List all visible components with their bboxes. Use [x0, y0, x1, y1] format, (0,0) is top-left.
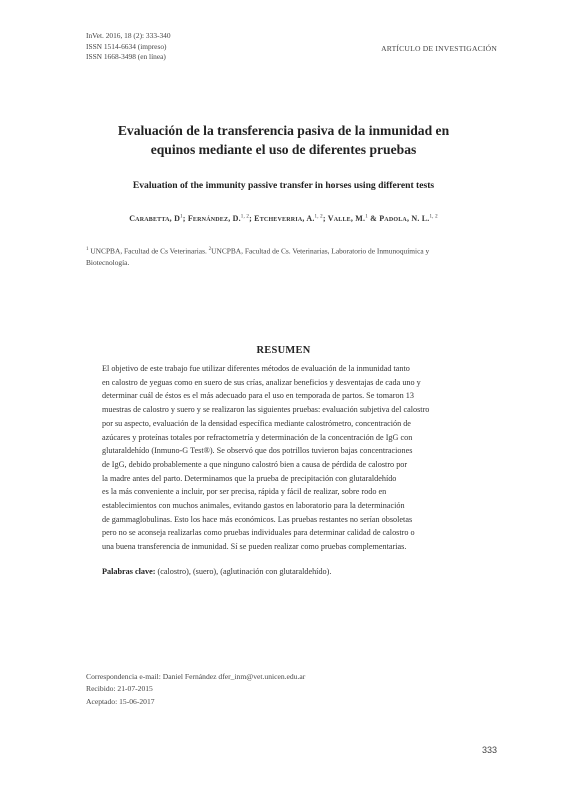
author-separator: ;: [182, 214, 188, 223]
issn-print: ISSN 1514-6634 (impreso): [86, 41, 167, 51]
abstract-line: es la más conveniente a incluir, por ser precisa, rápida y fácil de realizar, sobre rodo en: [102, 487, 387, 497]
section-label: ARTÍCULO DE INVESTIGACIÓN: [381, 44, 497, 53]
correspondence-email: Correspondencia e-mail: Daniel Fernández dfer_inm@vet.unicen.edu.ar: [86, 672, 306, 681]
article-title: [60, 121, 507, 159]
author-name: Fernández, D.: [187, 214, 241, 223]
title-line: Evaluación de la transferencia pasiva de la inmunidad en: [117, 123, 450, 138]
accepted-date: Aceptado: 15-06-2017: [86, 696, 155, 706]
abstract-line: pero no se aconseja realizarlas como pruebas individuales para determinar calidad de calostro o: [102, 528, 415, 538]
abstract-line: El objetivo de este trabajo fue utilizar diferentes métodos de evaluación de la inmunidad tanto: [102, 364, 410, 373]
affiliation-mark: 1: [86, 247, 89, 252]
affiliation-text: Biotecnología.: [86, 257, 130, 267]
author-name: Valle, M.: [327, 214, 366, 223]
author-name: Carabetta, D: [129, 214, 181, 223]
author-affiliation-ref: 1, 2: [240, 214, 250, 220]
author-name: Etcheverria, A.: [254, 214, 315, 223]
abstract-body: [102, 362, 482, 554]
abstract-line: de gammaglobulinas. Esto los hace más económicos. Las pruebas restantes no serían obsoletas: [102, 514, 413, 524]
author-affiliation-ref: 1, 2: [314, 214, 323, 220]
keywords-text: (calostro), (suero), (aglutinación con glutaraldehído).: [155, 567, 332, 576]
abstract-line: determinar cuál de éstos es el más adecuado para el uso en temporada de partos. Se tomaron 13: [102, 391, 414, 401]
received-date: Recibido: 21-07-2015: [86, 684, 153, 694]
page-number: 333: [481, 745, 497, 755]
keywords: [102, 567, 482, 576]
title-line: equinos mediante el uso de diferentes pruebas: [150, 142, 417, 157]
issn-online: ISSN 1668-3498 (en línea): [86, 52, 166, 62]
journal-meta: [86, 31, 171, 63]
resumen-heading: RESUMEN: [256, 345, 311, 356]
author-separator: ;: [322, 214, 328, 223]
correspondence-footer: [86, 671, 305, 708]
journal-citation: InVet. 2016, 18 (2): 333-340: [86, 31, 171, 40]
keywords-label: Palabras clave:: [102, 567, 156, 576]
author-name: Padola, N. L.: [379, 214, 430, 223]
author-affiliation-ref: 1, 2: [429, 214, 438, 220]
abstract-line: la madre antes del parto. Determinamos que la prueba de precipitación con glutaraldehído: [102, 473, 397, 483]
abstract-line: por su aspecto, evaluación de la densidad específica mediante calostrómetro, concentración de: [102, 418, 411, 428]
author-list: [60, 214, 507, 223]
author-separator: &: [367, 214, 380, 223]
author-separator: ;: [249, 214, 255, 223]
abstract-line: de IgG, debido probablemente a que ninguno calostró bien a causa de pérdida de calostro por: [102, 459, 408, 469]
abstract-line: muestras de calostro y suero y se realizaron las siguientes pruebas: evaluación subjetiva del calostro: [102, 405, 430, 415]
english-title: Evaluation of the immunity passive transfer in horses using different tests: [132, 180, 435, 191]
affiliation-text: UNCPBA, Facultad de Cs. Veterinarias, Laboratorio de Inmunoquímica y: [211, 246, 430, 256]
abstract-line: azúcares y proteínas totales por refractometría y determinación de la concentración de IgG con: [102, 432, 413, 442]
author-affiliation-ref: 1: [365, 214, 368, 220]
author-affiliation-ref: 1: [180, 214, 183, 220]
abstract-line: en calostro de yeguas como en suero de sus crías, analizar beneficios y desventajas de cada uno y: [102, 377, 421, 387]
abstract-line: glutaraldehído (Inmuno-G Test®). Se observó que dos potrillos tuvieron bajas concentraciones: [102, 446, 413, 456]
affiliations: [86, 244, 486, 268]
affiliation-mark: 2: [208, 247, 212, 252]
abstract-line: establecimientos con muchos animales, evitando gastos en laboratorio para la determinación: [102, 501, 405, 511]
abstract-line: una buena transferencia de inmunidad. Sí se pueden realizar como pruebas complementarias.: [102, 542, 407, 552]
affiliation-text: UNCPBA, Facultad de Cs Veterinarias.: [88, 246, 209, 256]
